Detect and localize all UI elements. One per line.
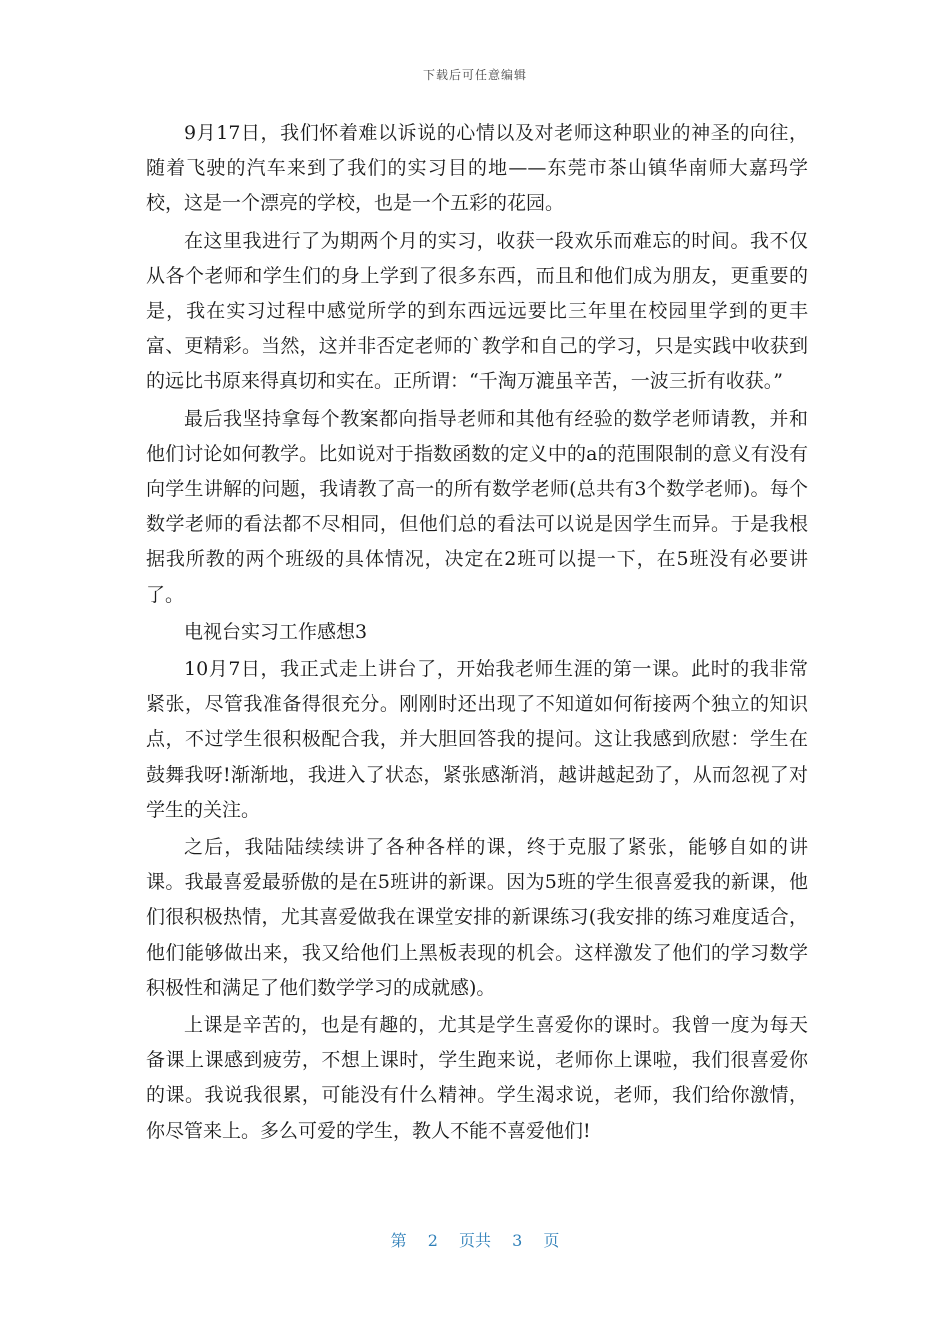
paragraph-3: 最后我坚持拿每个教案都向指导老师和其他有经验的数学老师请教，并和他们讨论如何教学。比如说对于指数函数的定义中的a的范围限制的意义有没有向学生讲解的问题，我请教了高一的所有数学老师(总共有3个数学老师)。每个数学老师的看法都不尽相同，但他们总的看法可以说是因学生而异。于是我根据我所教的两个班级的具体情况，决定在2班可以提一下，在5班没有必要讲了。: [146, 407, 808, 606]
current-page-number: 2: [427, 1231, 438, 1250]
header-note: 下载后可任意编辑: [422, 68, 527, 82]
page-footer: [0, 1228, 950, 1251]
document-body: [146, 116, 808, 1151]
footer-label-middle: 页共: [458, 1231, 491, 1250]
footer-label-prefix: 第: [390, 1231, 407, 1250]
paragraph-5: 之后，我陆陆续续讲了各种各样的课，终于克服了紧张，能够自如的讲课。我最喜爱最骄傲的是在5班讲的新课。因为5班的学生很喜爱我的新课，他们很积极热情，尤其喜爱做我在课堂安排的新课练习(我安排的练习难度适合，他们能够做出来，我又给他们上黑板表现的机会。这样激发了他们的学习数学积极性和满足了他们数学学习的成就感)。: [146, 836, 808, 999]
paragraph-4: 10月7日，我正式走上讲台了，开始我老师生涯的第一课。此时的我非常紧张，尽管我准备得很充分。刚刚时还出现了不知道如何衔接两个独立的知识点，不过学生很积极配合我，并大胆回答我的提问。这让我感到欣慰：学生在鼓舞我呀!渐渐地，我进入了状态，紧张感渐消，越讲越起劲了，从而忽视了对学生的关注。: [146, 658, 808, 821]
total-page-number: 3: [512, 1231, 523, 1250]
paragraph-6: 上课是辛苦的，也是有趣的，尤其是学生喜爱你的课时。我曾一度为每天备课上课感到疲劳，不想上课时，学生跑来说，老师你上课啦，我们很喜爱你的课。我说我很累，可能没有什么精神。学生渴求说，老师，我们给你激情，你尽管来上。多么可爱的学生，教人不能不喜爱他们!: [146, 1014, 808, 1142]
section-heading: 电视台实习工作感想3: [184, 620, 368, 643]
paragraph-1: 9月17日，我们怀着难以诉说的心情以及对老师这种职业的神圣的向往，随着飞驶的汽车来到了我们的实习目的地——东莞市茶山镇华南师大嘉玛学校，这是一个漂亮的学校，也是一个五彩的花园。: [146, 122, 808, 215]
footer-label-suffix: 页: [543, 1231, 560, 1250]
paragraph-2: 在这里我进行了为期两个月的实习，收获一段欢乐而难忘的时间。我不仅从各个老师和学生们的身上学到了很多东西，而且和他们成为朋友，更重要的是，我在实习过程中感觉所学的到东西远远要比三年里在校园里学到的更丰富、更精彩。当然，这并非否定老师的`教学和自己的学习，只是实践中收获到的远比书原来得真切和实在。正所谓：“千淘万漉虽辛苦，一波三折有收获。”: [146, 229, 808, 393]
